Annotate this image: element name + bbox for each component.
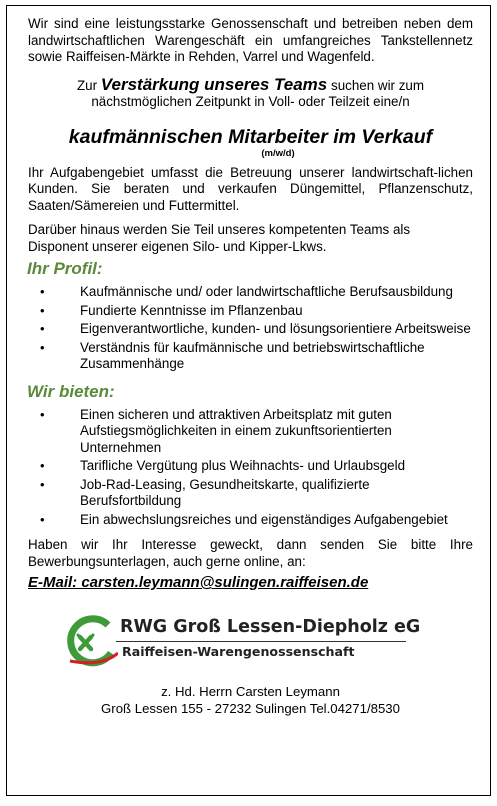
hire-line2: nächstmöglichen Zeitpunkt in Voll- oder Teilzeit eine/n <box>91 94 410 109</box>
contact-paragraph: Haben wir Ihr Interesse geweckt, dann senden Sie bitte Ihre Bewerbungsunterlagen, auch gerne online, an: <box>28 537 473 569</box>
job-description: Ihr Aufgabengebiet umfasst die Betreuung unserer landwirtschaft-lichen Kunden. Sie beraten und verkaufen Düngemittel, Pflanzenschutz, Saaten/Sämereien und Futtermittel. <box>28 164 473 213</box>
bullet-icon: • <box>40 339 45 355</box>
profile-heading: Ihr Profil: <box>27 259 103 278</box>
list-item: • Ein abwechslungsreiches und eigenständiges Aufgabengebiet <box>40 511 448 527</box>
list-item: • Eigenverantwortliche, kunden- und lösungsorientiere Arbeitsweise <box>40 321 471 336</box>
list-item: • Kaufmännische und/ oder landwirtschaftliche Berufsausbildung <box>40 284 453 299</box>
raiffeisen-emblem-icon <box>62 613 118 675</box>
dispatcher-paragraph: Darüber hinaus werden Sie Teil unseres kompetenten Teams als Disponent unserer eigenen Silo- und Kipper-Lkws. <box>28 222 411 254</box>
list-item: • Verständnis für kaufmännische und betriebswirtschaftliche Zusammenhänge <box>40 339 425 371</box>
bullet-icon: • <box>40 302 45 318</box>
list-item: • Einen sicheren und attraktiven Arbeitsplatz mit guten Aufstiegsmöglichkeiten in einem zukunftsorientierten Unternehmen <box>40 406 392 455</box>
company-name: RWG Groß Lessen-Diepholz eG <box>120 617 421 637</box>
gender-note: (m/w/d) <box>261 147 295 159</box>
profile-list <box>28 284 473 373</box>
bullet-icon: • <box>40 511 45 527</box>
bullet-icon: • <box>40 458 45 473</box>
hire-emphasis: Verstärkung unseres Teams <box>100 74 328 94</box>
list-item: • Fundierte Kenntnisse im Pflanzenbau <box>40 302 303 318</box>
hire-suffix: suchen wir zum <box>331 77 425 93</box>
bullet-icon: • <box>40 284 45 299</box>
list-item: • Tarifliche Vergütung plus Weihnachts- und Urlaubsgeld <box>40 458 406 473</box>
offer-heading: Wir bieten: <box>27 381 115 401</box>
contact-person: z. Hd. Herrn Carsten Leymann <box>161 684 340 699</box>
job-advertisement <box>6 5 491 796</box>
list-item: • Job-Rad-Leasing, Gesundheitskarte, qualifizierte Berufsfortbildung <box>40 476 370 508</box>
bullet-icon: • <box>40 476 45 492</box>
bullet-icon: • <box>40 406 45 422</box>
address-line: Groß Lessen 155 - 27232 Sulingen Tel.04271/8530 <box>101 701 400 716</box>
bullet-icon: • <box>40 321 45 336</box>
address-footer <box>28 683 473 717</box>
email-link[interactable]: E-Mail: carsten.leymann@sulingen.raiffeisen.de <box>28 574 369 591</box>
company-logo <box>62 613 421 675</box>
job-title: kaufmännischen Mitarbeiter im Verkauf <box>68 125 433 148</box>
intro-paragraph: Wir sind eine leistungsstarke Genossenschaft und betreiben neben dem landwirtschaftlichen Warengeschäft ein umfangreiches Tankstellennetz sowie Raiffeisen-Märkte in Rehden, Varrel und Wagenfeld. <box>28 16 473 64</box>
company-subtitle: Raiffeisen-Warengenossenschaft <box>122 644 355 659</box>
hire-prefix: Zur <box>76 77 98 93</box>
logo-divider <box>116 641 406 642</box>
offer-list <box>28 407 473 529</box>
hire-statement <box>28 74 473 111</box>
